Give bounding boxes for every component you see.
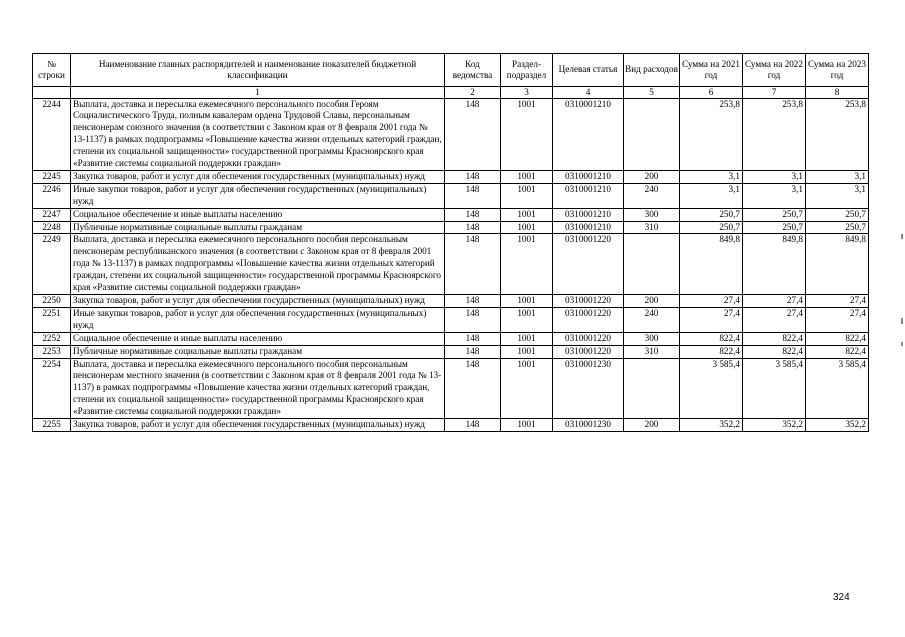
row-sum-2021: 352,2 xyxy=(680,419,743,432)
table-body xyxy=(33,98,869,431)
row-sum-2022: 822,4 xyxy=(743,345,806,358)
column-number-row xyxy=(33,87,869,99)
row-sum-2022: 822,4 xyxy=(743,332,806,345)
row-number: 2251 xyxy=(33,307,71,332)
row-section: 1001 xyxy=(501,208,553,221)
row-expense-type: 300 xyxy=(624,208,680,221)
row-name: Публичные нормативные социальные выплаты гражданам xyxy=(71,345,445,358)
row-target: 0310001220 xyxy=(553,345,624,358)
budget-table xyxy=(32,53,869,432)
row-name: Закупка товаров, работ и услуг для обеспечения государственных (муниципальных) нужд xyxy=(71,419,445,432)
table-row xyxy=(33,208,869,221)
row-dept-code: 148 xyxy=(445,208,501,221)
row-section: 1001 xyxy=(501,358,553,419)
row-name: Закупка товаров, работ и услуг для обеспечения государственных (муниципальных) нужд xyxy=(71,295,445,308)
header-sum-2023: Сумма на 2023 год xyxy=(806,54,869,87)
row-number: 2248 xyxy=(33,221,71,234)
row-section: 1001 xyxy=(501,183,553,208)
row-target: 0310001220 xyxy=(553,332,624,345)
column-number: 5 xyxy=(624,87,680,99)
row-number: 2252 xyxy=(33,332,71,345)
row-target: 0310001210 xyxy=(553,170,624,183)
row-sum-2021: 250,7 xyxy=(680,221,743,234)
row-sum-2022: 352,2 xyxy=(743,419,806,432)
row-sum-2023: 253,8 xyxy=(806,98,869,170)
table-row xyxy=(33,345,869,358)
table-row xyxy=(33,307,869,332)
row-sum-2021: 3 585,4 xyxy=(680,358,743,419)
header-sum-2021: Сумма на 2021 год xyxy=(680,54,743,87)
row-sum-2021: 27,4 xyxy=(680,295,743,308)
row-section: 1001 xyxy=(501,295,553,308)
row-section: 1001 xyxy=(501,345,553,358)
row-section: 1001 xyxy=(501,98,553,170)
row-dept-code: 148 xyxy=(445,295,501,308)
row-sum-2022: 250,7 xyxy=(743,208,806,221)
table-row xyxy=(33,98,869,170)
row-number: 2253 xyxy=(33,345,71,358)
row-sum-2023: 27,4 xyxy=(806,307,869,332)
row-name: Выплата, доставка и пересылка ежемесячного персонального пособия персональным пенсионерам республиканского значения (в соответствии с Законом края от 8 февраля 2001 года № 13-1137) в рамках подпрограммы «Повышение качества жизни отдельных категорий граждан, степени их социальной защищенности» государственной программы Красноярского края «Развитие системы социальной поддержки граждан» xyxy=(71,234,445,295)
row-sum-2022: 27,4 xyxy=(743,295,806,308)
row-sum-2023: 27,4 xyxy=(806,295,869,308)
row-name: Социальное обеспечение и иные выплаты населению xyxy=(71,332,445,345)
column-number: 1 xyxy=(71,87,445,99)
table-row xyxy=(33,295,869,308)
column-number: 8 xyxy=(806,87,869,99)
row-sum-2023: 3 585,4 xyxy=(806,358,869,419)
row-sum-2022: 3,1 xyxy=(743,183,806,208)
row-number: 2246 xyxy=(33,183,71,208)
row-expense-type: 240 xyxy=(624,183,680,208)
row-number: 2247 xyxy=(33,208,71,221)
row-expense-type: 300 xyxy=(624,332,680,345)
table-row xyxy=(33,419,869,432)
row-dept-code: 148 xyxy=(445,98,501,170)
row-target: 0310001220 xyxy=(553,295,624,308)
row-sum-2021: 849,8 xyxy=(680,234,743,295)
row-dept-code: 148 xyxy=(445,234,501,295)
row-dept-code: 148 xyxy=(445,307,501,332)
row-sum-2023: 849,8 xyxy=(806,234,869,295)
row-section: 1001 xyxy=(501,419,553,432)
row-target: 0310001210 xyxy=(553,183,624,208)
row-name: Публичные нормативные социальные выплаты гражданам xyxy=(71,221,445,234)
row-sum-2022: 253,8 xyxy=(743,98,806,170)
row-target: 0310001220 xyxy=(553,307,624,332)
row-sum-2023: 822,4 xyxy=(806,345,869,358)
row-name: Закупка товаров, работ и услуг для обеспечения государственных (муниципальных) нужд xyxy=(71,170,445,183)
row-dept-code: 148 xyxy=(445,419,501,432)
row-sum-2023: 352,2 xyxy=(806,419,869,432)
header-row-no: № строки xyxy=(33,54,71,87)
scan-mark xyxy=(901,342,903,346)
row-target: 0310001230 xyxy=(553,419,624,432)
row-expense-type xyxy=(624,98,680,170)
row-sum-2022: 27,4 xyxy=(743,307,806,332)
column-number: 3 xyxy=(501,87,553,99)
row-number: 2254 xyxy=(33,358,71,419)
row-sum-2022: 3 585,4 xyxy=(743,358,806,419)
header-target: Целевая статья xyxy=(553,54,624,87)
row-sum-2021: 3,1 xyxy=(680,170,743,183)
row-number: 2245 xyxy=(33,170,71,183)
header-row xyxy=(33,54,869,87)
table-row xyxy=(33,358,869,419)
row-number: 2250 xyxy=(33,295,71,308)
row-name: Выплата, доставка и пересылка ежемесячного персонального пособия персональным пенсионерам местного значения (в соответствии с Законом края от 8 февраля 2001 года № 13-1137) в рамках подпрограммы «Повышение качества жизни отдельных категорий граждан, степени их социальной защищенности» государственной программы Красноярского края «Развитие системы социальной поддержки граждан» xyxy=(71,358,445,419)
row-sum-2023: 3,1 xyxy=(806,183,869,208)
table-row xyxy=(33,170,869,183)
row-expense-type: 310 xyxy=(624,221,680,234)
row-dept-code: 148 xyxy=(445,358,501,419)
column-number xyxy=(33,87,71,99)
table-row xyxy=(33,332,869,345)
row-sum-2021: 250,7 xyxy=(680,208,743,221)
row-section: 1001 xyxy=(501,332,553,345)
page-number: 324 xyxy=(833,592,850,603)
row-expense-type: 200 xyxy=(624,295,680,308)
row-dept-code: 148 xyxy=(445,221,501,234)
row-target: 0310001210 xyxy=(553,98,624,170)
row-sum-2021: 253,8 xyxy=(680,98,743,170)
row-sum-2022: 3,1 xyxy=(743,170,806,183)
row-expense-type: 310 xyxy=(624,345,680,358)
table-row xyxy=(33,221,869,234)
header-dept-code: Код ведомства xyxy=(445,54,501,87)
row-sum-2023: 250,7 xyxy=(806,208,869,221)
row-section: 1001 xyxy=(501,307,553,332)
row-number: 2255 xyxy=(33,419,71,432)
row-sum-2021: 3,1 xyxy=(680,183,743,208)
row-target: 0310001220 xyxy=(553,234,624,295)
table-row xyxy=(33,183,869,208)
row-expense-type: 200 xyxy=(624,170,680,183)
row-expense-type: 240 xyxy=(624,307,680,332)
scan-mark xyxy=(901,318,903,324)
row-expense-type xyxy=(624,234,680,295)
row-dept-code: 148 xyxy=(445,183,501,208)
row-sum-2021: 27,4 xyxy=(680,307,743,332)
scan-mark xyxy=(901,234,903,239)
row-expense-type: 200 xyxy=(624,419,680,432)
header-expense-type: Вид расходов xyxy=(624,54,680,87)
table-row xyxy=(33,234,869,295)
row-sum-2023: 3,1 xyxy=(806,170,869,183)
row-target: 0310001230 xyxy=(553,358,624,419)
row-sum-2021: 822,4 xyxy=(680,332,743,345)
row-section: 1001 xyxy=(501,234,553,295)
row-name: Иные закупки товаров, работ и услуг для обеспечения государственных (муниципальных) нужд xyxy=(71,307,445,332)
row-number: 2244 xyxy=(33,98,71,170)
row-sum-2022: 250,7 xyxy=(743,221,806,234)
row-expense-type xyxy=(624,358,680,419)
row-target: 0310001210 xyxy=(553,208,624,221)
row-sum-2023: 250,7 xyxy=(806,221,869,234)
row-dept-code: 148 xyxy=(445,170,501,183)
row-dept-code: 148 xyxy=(445,332,501,345)
row-section: 1001 xyxy=(501,221,553,234)
column-number: 7 xyxy=(743,87,806,99)
header-name: Наименование главных распорядителей и наименование показателей бюджетной классификации xyxy=(71,54,445,87)
row-target: 0310001210 xyxy=(553,221,624,234)
column-number: 4 xyxy=(553,87,624,99)
row-name: Социальное обеспечение и иные выплаты населению xyxy=(71,208,445,221)
header-section: Раздел-подраздел xyxy=(501,54,553,87)
row-dept-code: 148 xyxy=(445,345,501,358)
row-name: Выплата, доставка и пересылка ежемесячного персонального пособия Героям Социалистического Труда, полным кавалерам ордена Трудовой Славы, персональным пенсионерам союзного значения (в соответствии с Законом края от 8 февраля 2001 года № 13-1137) в рамках подпрограммы «Повышение качества жизни отдельных категорий граждан, степени их социальной защищенности» государственной программы Красноярского края «Развитие системы социальной поддержки граждан» xyxy=(71,98,445,170)
column-number: 6 xyxy=(680,87,743,99)
row-sum-2021: 822,4 xyxy=(680,345,743,358)
row-number: 2249 xyxy=(33,234,71,295)
row-name: Иные закупки товаров, работ и услуг для обеспечения государственных (муниципальных) нужд xyxy=(71,183,445,208)
row-sum-2022: 849,8 xyxy=(743,234,806,295)
row-section: 1001 xyxy=(501,170,553,183)
column-number: 2 xyxy=(445,87,501,99)
row-sum-2023: 822,4 xyxy=(806,332,869,345)
header-sum-2022: Сумма на 2022 год xyxy=(743,54,806,87)
